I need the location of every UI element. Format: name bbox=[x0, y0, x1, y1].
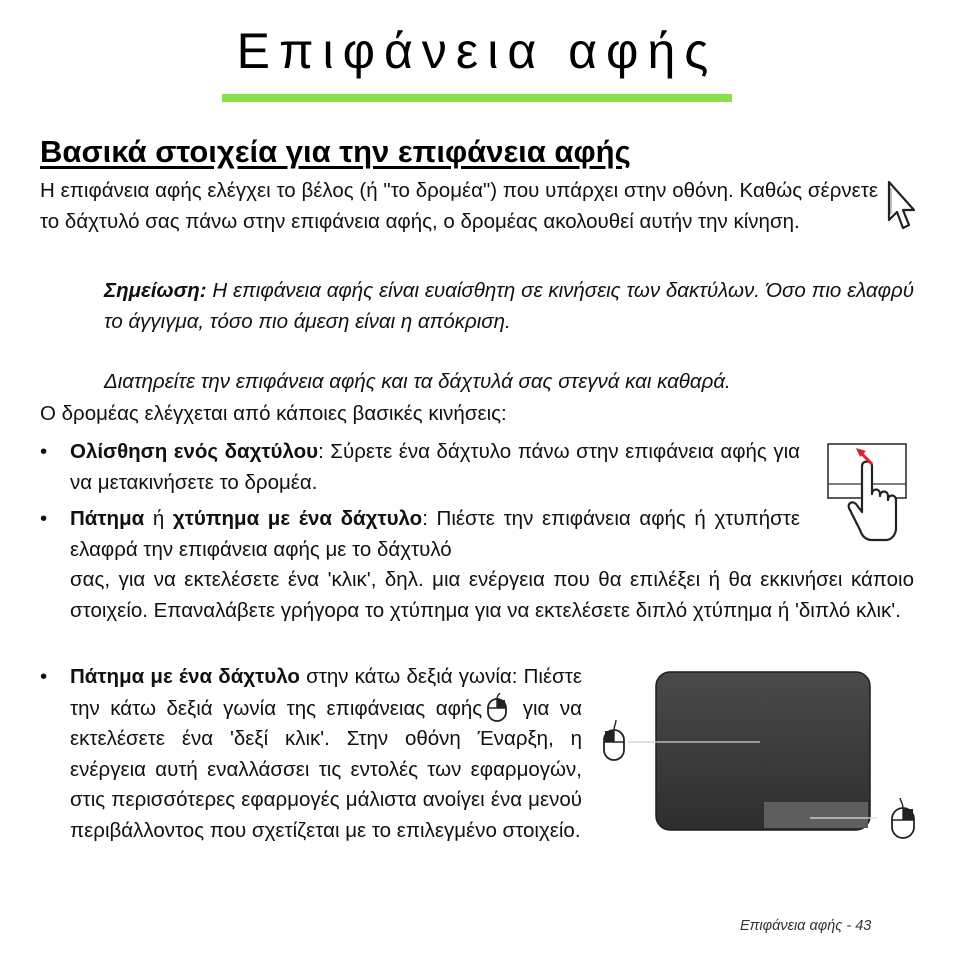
title-underline-bar bbox=[222, 94, 732, 102]
note-label: Σημείωση: bbox=[104, 279, 207, 302]
bullet-title: Πάτημα bbox=[70, 507, 145, 530]
note-text: Η επιφάνεια αφής είναι ευαίσθητη σε κινήσεις των δακτύλων. Όσο πιο ελαφρύ το άγγιγμα, τόσο πιο άμεση είναι η απόκριση. bbox=[104, 279, 914, 333]
mouse-icon bbox=[486, 693, 508, 723]
cursor-arrow-icon bbox=[886, 180, 916, 234]
bullet-one-finger-swipe bbox=[70, 437, 800, 498]
intro-paragraph: Η επιφάνεια αφής ελέγχει το βέλος (ή "το δρομέα") που υπάρχει στην οθόνη. Καθώς σέρνετε το δάχτυλό σας πάνω στην επιφάνεια αφής, ο δρομέας ακολουθεί αυτήν την κίνηση. bbox=[40, 179, 878, 233]
bullet-text: στην κάτω δεξιά γωνία: Πιέστε την κάτω δεξιά γωνία της επιφάνειας αφής bbox=[70, 665, 582, 720]
bullet-text: : Σύρετε ένα δάχτυλο πάνω στην επιφάνεια αφής για να μετακινήσετε το δρομέα. bbox=[70, 440, 800, 494]
bullet-title: Ολίσθηση ενός δαχτύλου bbox=[70, 440, 319, 463]
bullet-one-finger-tap bbox=[70, 504, 800, 565]
page-footer: Επιφάνεια αφής - 43 bbox=[740, 918, 872, 934]
gestures-intro: Ο δρομέας ελέγχεται από κάποιες βασικές κινήσεις: bbox=[40, 402, 507, 425]
mouse-icon bbox=[604, 720, 624, 760]
bullet-marker: • bbox=[40, 440, 48, 463]
bullet-title: Πάτημα με ένα δάχτυλο bbox=[70, 665, 300, 688]
note-paragraph bbox=[104, 276, 914, 337]
bullet-marker: • bbox=[40, 665, 48, 688]
note-paragraph-2: Διατηρείτε την επιφάνεια αφής και τα δάχτυλά σας στεγνά και καθαρά. bbox=[104, 370, 731, 393]
bullet-text-2: για να εκτελέσετε ένα 'δεξί κλικ'. Στην οθόνη Έναρξη, η ενέργεια αυτή εναλλάσσει τις εντολές των εφαρμογών, στις περισσότερες εφαρμογές μάλιστα ανοίγει ένα μενού περιβάλλοντος που σχετίζεται με το επιλεγμένο στοιχείο. bbox=[70, 696, 582, 842]
section-heading: Βασικά στοιχεία για την επιφάνεια αφής bbox=[40, 134, 631, 169]
bullet-marker: • bbox=[40, 507, 48, 530]
page-title: Επιφάνεια αφής bbox=[236, 23, 718, 79]
finger-swipe-icon bbox=[826, 442, 910, 542]
bullet-corner-press bbox=[70, 662, 582, 846]
bullet-title-2: χτύπημα με ένα δάχτυλο bbox=[172, 507, 423, 530]
bullet-one-finger-tap-continued: σας, για να εκτελέσετε ένα 'κλικ', δηλ. μια ενέργεια που θα επιλέξει ή θα εκκινήσει κάποιο στοιχείο. Επαναλάβετε γρήγορα το χτύπημα για να εκτελέσετε διπλό χτύπημα ή 'διπλό κλικ'. bbox=[70, 568, 914, 622]
bullet-text: : Πιέστε την επιφάνεια αφής ή χτυπήστε ελαφρά την επιφάνεια αφής με το δάχτυλό bbox=[70, 507, 800, 561]
mouse-icon-right bbox=[892, 798, 914, 838]
touchpad-illustration bbox=[598, 668, 920, 840]
bullet-text: ή bbox=[144, 507, 173, 530]
